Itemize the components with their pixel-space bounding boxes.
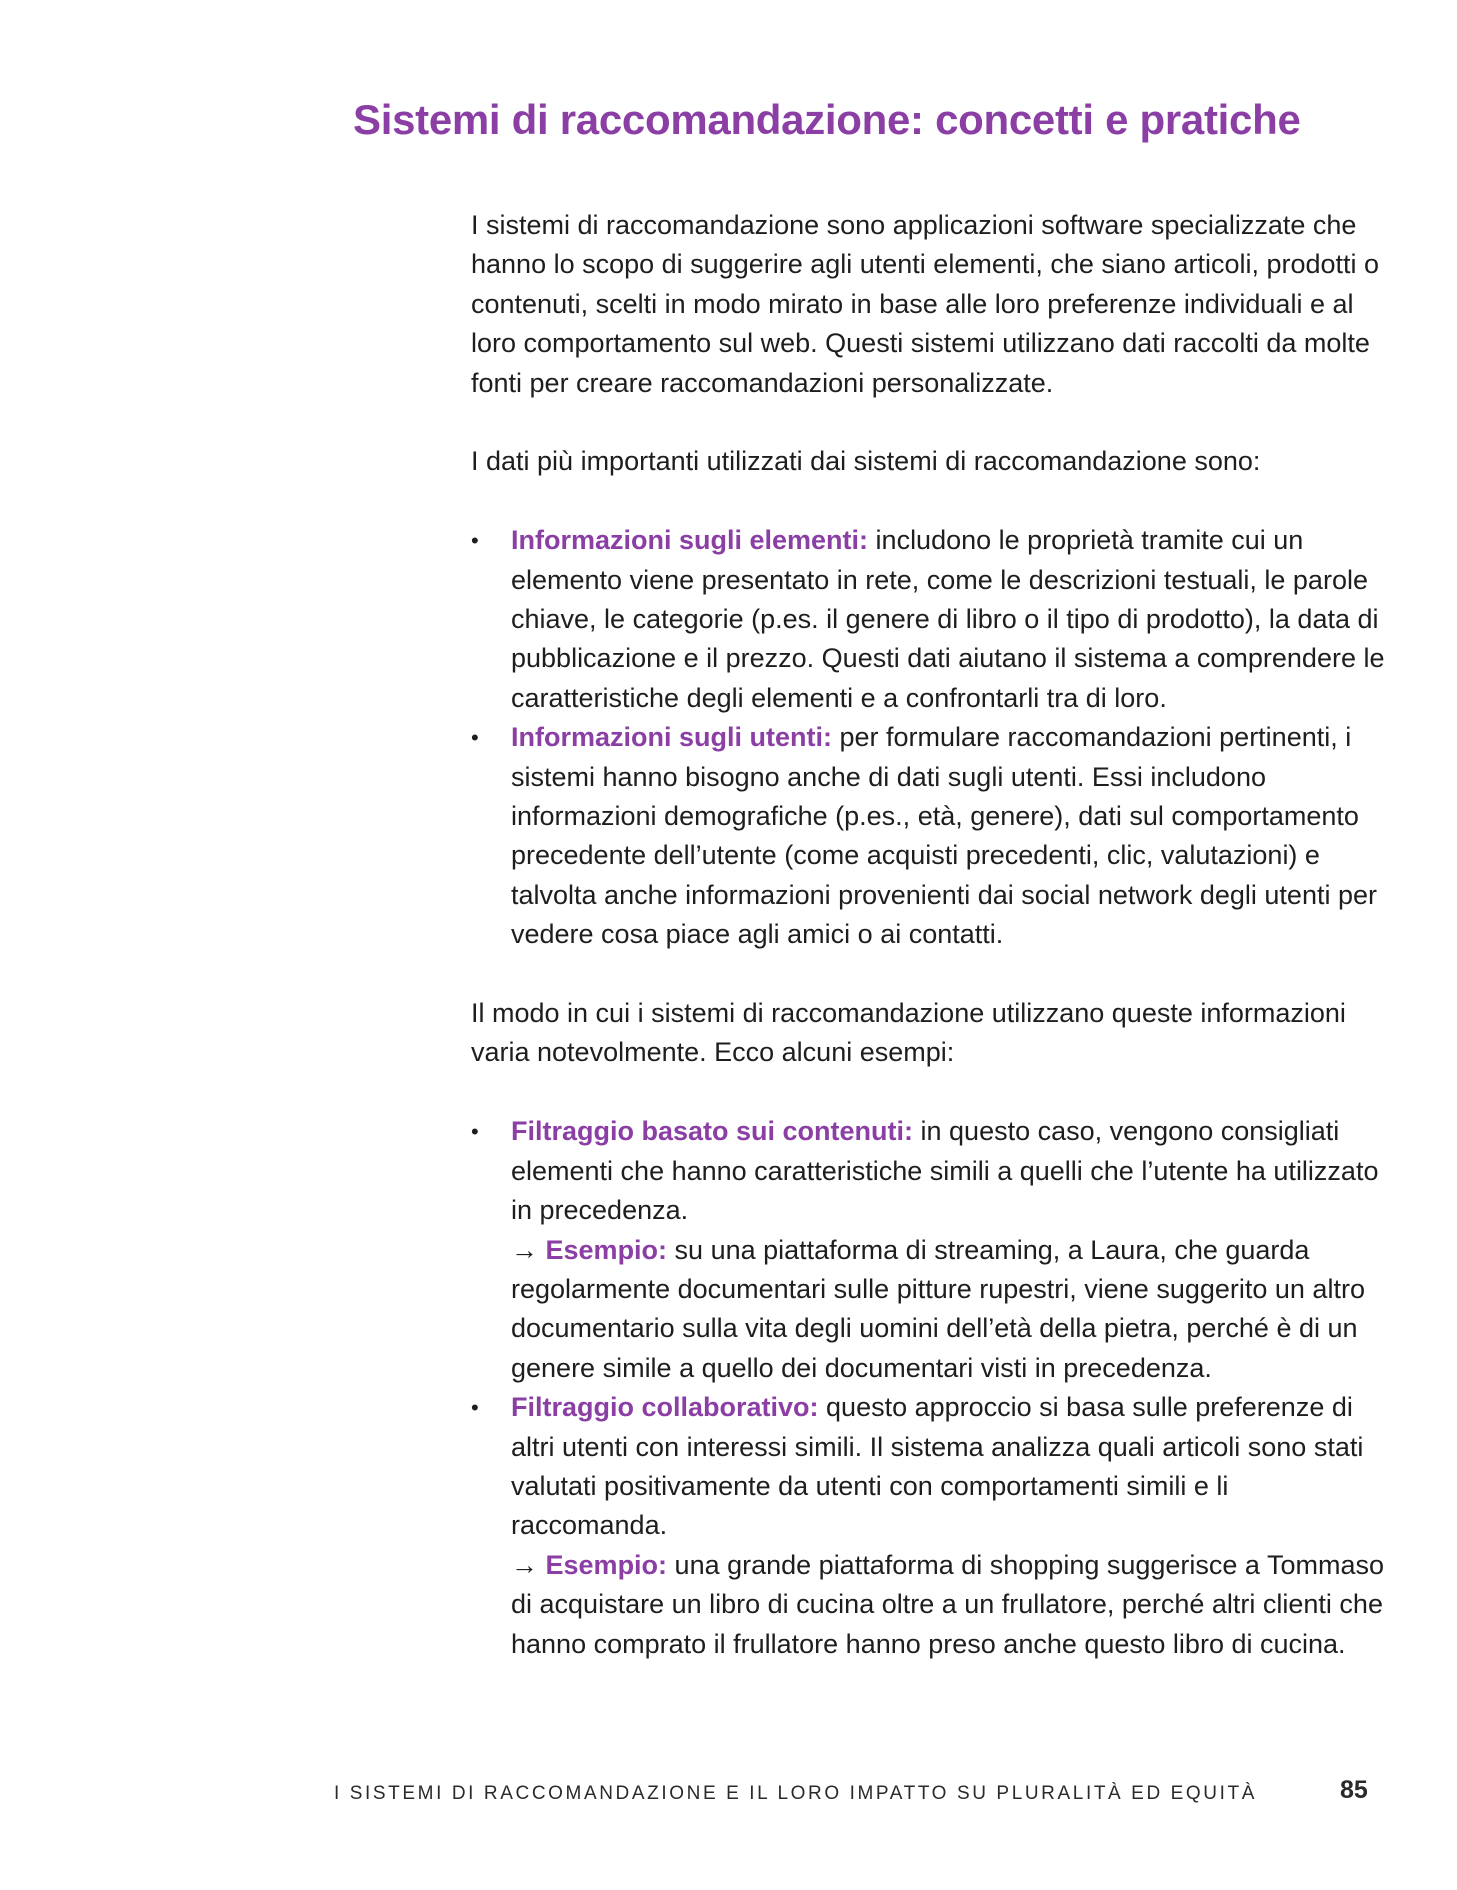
item-text: questo approccio si basa sulle preferenze di altri utenti con interessi simili. Il sistema analizza quali articoli sono stati valutati positivamente da utenti con comportamenti simili e li raccomanda. [511, 1392, 1364, 1541]
main-content [471, 206, 1386, 1664]
page-title: Sistemi di raccomandazione: concetti e pratiche [353, 96, 1301, 143]
example-text: su una piattaforma di streaming, a Laura, che guarda regolarmente documentari sulle pitture rupestri, viene suggerito un altro documentario sulla vita degli uomini dell’età della pietra, perché è di un genere simile a quello dei documentari visti in precedenza. [511, 1234, 1365, 1383]
item-text: in questo caso, vengono consigliati elementi che hanno caratteristiche simili a quelli che l’utente ha utilizzato in precedenza. [511, 1116, 1379, 1226]
list-item [471, 1388, 1386, 1664]
usage-heading: Il modo in cui i sistemi di raccomandazione utilizzano queste informazioni varia notevolmente. Ecco alcuni esempi: [471, 998, 1346, 1068]
item-text: per formulare raccomandazioni pertinenti, i sistemi hanno bisogno anche di dati sugli utenti. Essi includono informazioni demografiche (p.es., età, genere), dati sul comportamento precedente dell’utente (come acquisti precedenti, clic, valutazioni) e talvolta anche informazioni provenienti dai social network degli utenti per vedere cosa piace agli amici o ai contatti. [511, 722, 1377, 950]
list-item [471, 521, 1386, 718]
intro-paragraph: I sistemi di raccomandazione sono applicazioni software specializzate che hanno lo scopo di suggerire agli utenti elementi, che siano articoli, prodotti o contenuti, scelti in modo mirato in base alle loro preferenze individuali e al loro comportamento sul web. Questi sistemi utilizzano dati raccolti da molte fonti per creare raccomandazioni personalizzate. [471, 210, 1380, 398]
item-term: Informazioni sugli elementi: [511, 525, 869, 556]
example [511, 1231, 1386, 1389]
bullet-icon: • [471, 1395, 479, 1421]
example-text: una grande piattaforma di shopping suggerisce a Tommaso di acquistare un libro di cucina oltre a un frullatore, perché altri clienti che hanno comprato il frullatore hanno preso anche questo libro di cucina. [511, 1549, 1384, 1659]
arrow-icon: → [511, 1549, 546, 1580]
item-text: includono le proprietà tramite cui un elemento viene presentato in rete, come le descrizioni testuali, le parole chiave, le categorie (p.es. il genere di libro o il tipo di prodotto), la data di pubblicazione e il prezzo. Questi dati aiutano il sistema a comprendere le caratteristiche degli elementi e a confrontarli tra di loro. [511, 525, 1385, 713]
bullet-icon: • [471, 1119, 479, 1145]
bullet-icon: • [471, 528, 479, 554]
list-item [471, 718, 1386, 954]
item-term: Filtraggio collaborativo: [511, 1392, 819, 1423]
item-term: Filtraggio basato sui contenuti: [511, 1116, 914, 1147]
list-item [471, 1112, 1386, 1388]
example-label: Esempio: [545, 1234, 668, 1265]
example-label: Esempio: [545, 1549, 668, 1580]
running-footer: I SISTEMI DI RACCOMANDAZIONE E IL LORO IMPATTO SU PLURALITÀ ED EQUITÀ [334, 1783, 1257, 1804]
example [511, 1546, 1386, 1664]
page-number: 85 [1340, 1776, 1368, 1804]
method-list [471, 1112, 1386, 1664]
arrow-icon: → [511, 1234, 546, 1265]
data-heading: I dati più importanti utilizzati dai sistemi di raccomandazione sono: [471, 446, 1261, 477]
data-list [471, 521, 1386, 954]
bullet-icon: • [471, 725, 479, 751]
item-term: Informazioni sugli utenti: [511, 722, 832, 753]
